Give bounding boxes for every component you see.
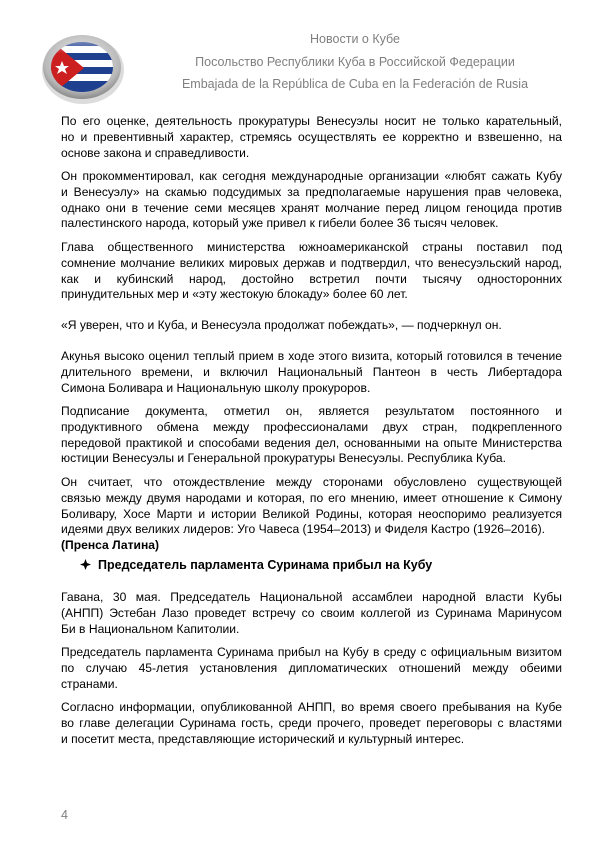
text-line: как и кубинский народ, достойно встретил почти тысячу односторонних: [61, 271, 562, 286]
text-line: Подписание документа, отметил он, является результатом постоянного и: [61, 404, 562, 418]
text-line: Глава общественного министерства южноамериканской страны поставил под: [61, 240, 562, 254]
text-line: принудительных мер и «эту жестокую блокаду» более 60 лет.: [61, 287, 408, 302]
text-line: связью между двумя народами и которая, по его мнению, имеет отношение к Симону: [61, 490, 562, 505]
text-line: Боливару, Хосе Марти и истории Великой Родины, которая неоспоримо реализуется: [61, 506, 562, 521]
text-line: странами.: [61, 676, 118, 691]
header-title: Новости о Кубе: [310, 32, 400, 46]
text-line: палестинского народа, который уже привел к гибели более 36 тысяч человек.: [61, 216, 499, 231]
text-line: «Я уверен, что и Куба, и Венесуэла продолжат побеждать», — подчеркнул он.: [61, 318, 502, 332]
paragraph-5: [61, 349, 562, 396]
text-line: Акунья высоко оценил теплый прием в ходе этого визита, который готовился в течение: [61, 349, 562, 363]
header-embassy-ru: Посольство Республики Куба в Российской Федерации: [195, 55, 515, 69]
text-line: по случаю 45-летия установления дипломатических отношений между обеими: [61, 660, 562, 675]
text-line: По его оценке, деятельность прокуратуры Венесуэлы носит не только карательный,: [61, 114, 562, 128]
page-number: 4: [61, 808, 68, 822]
paragraph-8: [61, 590, 562, 637]
text-line: Би в Национальном Капитолии.: [61, 621, 240, 636]
text-line: Гавана, 30 мая. Председатель Национальной ассамблеи народной власти Кубы: [61, 590, 562, 604]
header-embassy-es: Embajada de la República de Cuba en la Federación de Rusia: [181, 77, 529, 91]
text-line: сомнение молчание великих мировых держав и подтвердил, что венесуэльский народ,: [61, 255, 562, 270]
text-line: продуктивного обмена между профессионалами двух стран, подкрепленного: [61, 419, 562, 434]
article-heading-text: Председатель парламента Суринама прибыл на Кубу: [98, 558, 433, 572]
text-line: и посетит места, представляющие исторический и культурный интерес.: [61, 731, 465, 746]
paragraph-1: [61, 114, 562, 161]
diamond-bullet-icon: [80, 558, 98, 572]
text-line: Он прокомментировал, как сегодня международные организации «любят сажать Кубу: [61, 169, 562, 183]
text-line: однако они в течение семи месяцев хранят молчание перед лицом геноцида против: [61, 200, 562, 215]
paragraph-9: [61, 645, 562, 692]
text-line: Он считает, что отождествление между сторонами обусловлено существующей: [61, 475, 562, 489]
paragraph-10: [61, 700, 562, 747]
paragraph-2: [61, 169, 562, 232]
text-line: Председатель парламента Суринама прибыл на Кубу в среду с официальным визитом: [61, 645, 562, 659]
text-line: Согласно информации, опубликованной АНПП, во время своего пребывания на Кубе: [61, 700, 562, 714]
text-line: длительного времени, и включил Национальный Пантеон в честь Либертадора: [61, 364, 562, 379]
paragraph-7: [61, 475, 562, 554]
text-line: и Венесуэлу» на скамью подсудимых за предполагаемые нарушения прав человека,: [61, 184, 562, 199]
paragraph-3: [61, 240, 562, 303]
paragraph-6: [61, 404, 562, 467]
cuban-flag-oval-icon: [40, 30, 126, 106]
text-line: во главе делегации Суринама гость, среди прочего, проведет переговоры с властями: [61, 715, 562, 730]
text-line: Симона Боливара и Национальную школу прокуроров.: [61, 380, 371, 395]
source-credit: (Пренса Латина): [61, 538, 160, 553]
paragraph-4: [61, 318, 562, 334]
text-line: основе закона и справедливости.: [61, 145, 250, 160]
text-line: но и превентивный характер, стремясь осуществлять ее корректно и взвешенно, на: [61, 129, 562, 144]
text-line: идеями двух великих лидеров: Уго Чавеса (1954–2013) и Фиделя Кастро (1926–2016).: [61, 522, 546, 537]
article-heading: [80, 558, 432, 572]
text-line: (АНПП) Эстебан Лазо проведет встречу со своим коллегой из Суринама Маринусом: [61, 605, 562, 620]
text-line: юстиции Венесуэлы и Генеральной прокуратуры Венесуэлы. Республика Куба.: [61, 451, 506, 466]
text-line: передовой практикой и способами ведения дел, основанными на опыте Министерства: [61, 435, 562, 450]
